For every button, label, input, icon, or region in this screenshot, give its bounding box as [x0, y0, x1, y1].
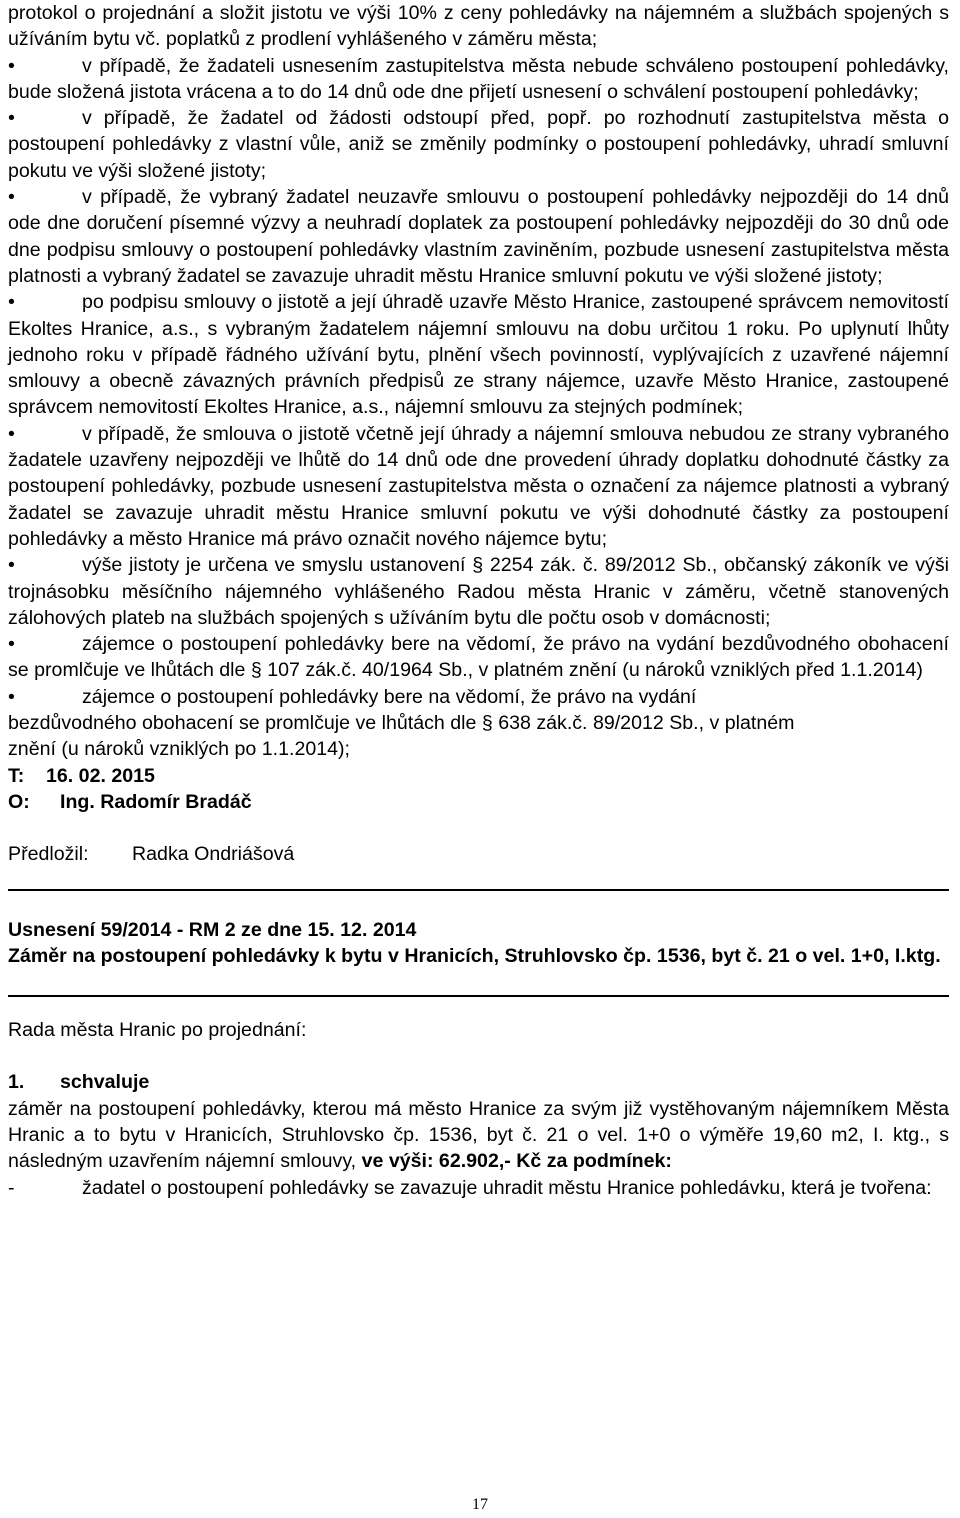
bullet-item [8, 289, 949, 420]
responsible-value: Ing. Radomír Bradáč [60, 790, 252, 813]
bullet-item [8, 53, 949, 106]
bullet-text: v případě, že žadatel od žádosti odstoupí před, popř. po rozhodnutí zastupitelstva města o postoupení pohledávky z vlastní vůle, aniž se změnily podmínky o postoupení pohledávky, uhradí smluvní pokutu ve výši složené jistoty; [8, 107, 949, 182]
responsible-label: O: [8, 790, 30, 813]
bullet-text: v případě, že žadateli usnesením zastupitelstva města nebude schváleno postoupení pohledávky, bude složená jistota vrácena a to do 14 dnů ode dne přijetí usnesení o schválení postoupení pohledávky; [8, 54, 949, 103]
bullet-icon: • [8, 54, 15, 77]
deadline-value: 16. 02. 2015 [46, 764, 155, 787]
resolution-subject: Záměr na postoupení pohledávky k bytu v Hranicích, Struhlovsko čp. 1536, byt č. 21 o vel. 1+0, I.ktg. [8, 944, 941, 967]
item-body: záměr na postoupení pohledávky, kterou má město Hranice za svým již vystěhovaným nájemníkem Města Hranic a to bytu v Hranicích, Struhlovsko čp. 1536, byt č. 21 o vel. 1+0 o výměře 19,60 m2, I. ktg., s následným uzavřením nájemní smlouvy, [8, 1097, 949, 1173]
bullet-text-line: bezdůvodného obohacení se promlčuje ve lhůtách dle § 638 zák.č. 89/2012 Sb., v platném [8, 712, 795, 735]
council-intro: Rada města Hranic po projednání: [8, 1019, 307, 1042]
divider [8, 995, 949, 997]
bullet-icon: • [8, 633, 15, 656]
resolution-title: Usnesení 59/2014 - RM 2 ze dne 15. 12. 2014 [8, 918, 417, 941]
bullet-item-unjustified [8, 684, 949, 763]
deadline-row [8, 763, 949, 789]
bullet-icon: • [8, 186, 15, 209]
bullet-item [8, 552, 949, 631]
bullet-text: výše jistoty je určena ve smyslu ustanovení § 2254 zák. č. 89/2012 Sb., občanský zákoník ve výši trojnásobku měsíčního nájemného vyhlášeného Radou města Hranic v záměru, včetně stanovených zálohových plateb na službách spojených s užíváním bytu dle počtu osob v domácnosti; [8, 554, 949, 629]
bullet-item [8, 184, 949, 289]
deadline-label: T: [8, 764, 25, 787]
bullet-icon: • [8, 685, 15, 708]
bullet-text: v případě, že smlouva o jistotě včetně její úhrady a nájemní smlouva nebudou ze strany vybraného žadatele uzavřeny nejpozději ve lhůtě do 14 dnů ode dne provedení úhrady doplatku dohodnuté částky za postoupení pohledávky, pozbude usnesení zastupitelstva města o označení za nájemce platnosti a vybraný žadatel se zavazuje uhradit městu Hranice smluvní pokutu ve výši dohodnuté částky za postoupení pohledávky a město Hranice má právo označit nového nájemce bytu; [8, 422, 949, 550]
bullet-icon: • [8, 291, 15, 314]
submitter-label: Předložil: [8, 843, 89, 866]
bullet-text-line: znění (u nároků vzniklých po 1.1.2014); [8, 738, 351, 761]
bullet-text: zájemce o postoupení pohledávky bere na vědomí, že právo na vydání bezdůvodného obohacení se promlčuje ve lhůtách dle § 107 zák.č. 40/1964 Sb., v platném znění (u nároků vzniklých před 1.1.2014) [8, 633, 949, 682]
bullet-icon: • [8, 554, 15, 577]
item-text [8, 1096, 949, 1175]
dash-text: žadatel o postoupení pohledávky se zavazuje uhradit městu Hranice pohledávku, která je tvořena: [82, 1176, 932, 1199]
bullet-item [8, 421, 949, 552]
responsible-row [8, 789, 949, 815]
bullet-icon: • [8, 422, 15, 445]
bullet-icon: • [8, 107, 15, 130]
dash-icon: - [8, 1176, 15, 1199]
dash-item [8, 1175, 949, 1201]
bullet-item [8, 105, 949, 184]
document-page [8, 0, 949, 1201]
bullet-text-line: zájemce o postoupení pohledávky bere na vědomí, že právo na vydání [82, 685, 697, 708]
item-number: 1. [8, 1071, 25, 1094]
submitter-row [8, 841, 949, 867]
page-number: 17 [472, 1496, 488, 1513]
item-heading [8, 1069, 949, 1095]
bullet-text: po podpisu smlouvy o jistotě a její úhradě uzavře Město Hranice, zastoupené správcem nemovitostí Ekoltes Hranice, a.s., s vybraným žadatelem nájemní smlouvu na dobu určitou 1 roku. Po uplynutí lhůty jednoho roku v případě řádného užívání bytu, plnění všech povinností, vyplývajících z uzavřené nájemní smlouvy a obecně závazných právních předpisů ze strany nájemce, uzavře Město Hranice, zastoupené správcem nemovitostí Ekoltes Hranice, a.s., nájemní smlouvu za stejných podmínek; [8, 291, 949, 419]
paragraph-continuation: protokol o projednání a složit jistotu ve výši 10% z ceny pohledávky na nájemném a službách spojených s užíváním bytu vč. poplatků z prodlení vyhlášeného v záměru města; [8, 2, 949, 51]
bullet-item [8, 631, 949, 684]
divider [8, 889, 949, 891]
item-verb: schvaluje [60, 1071, 150, 1094]
bullet-text: v případě, že vybraný žadatel neuzavře smlouvu o postoupení pohledávky nejpozději do 14 dnů ode dne doručení písemné výzvy a neuhradí doplatek za postoupení pohledávky nejpozději do 30 dnů ode dne podpisu smlouvy o postoupení pohledávky vlastním zaviněním, pozbude usnesení zastupitelstva města platnosti a vybraný žadatel se zavazuje uhradit městu Hranice smluvní pokutu ve výši složené jistoty; [8, 186, 949, 287]
submitter-value: Radka Ondriášová [132, 843, 295, 866]
item-amount: ve výši: 62.902,- Kč za podmínek: [361, 1150, 672, 1173]
